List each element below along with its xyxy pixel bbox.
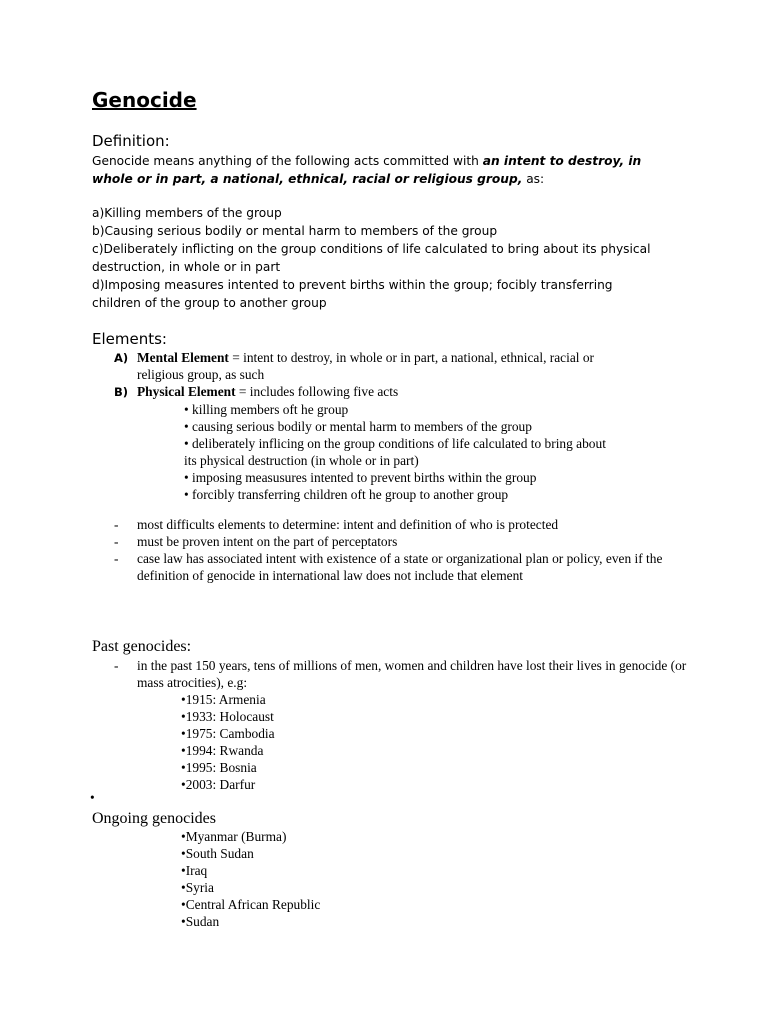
note-text: must be proven intent on the part of perceptators — [137, 534, 398, 549]
dash-marker: - — [114, 658, 119, 673]
notes-list — [114, 516, 674, 584]
dash-marker: - — [114, 517, 119, 532]
list-item: •Syria — [181, 880, 214, 895]
element-item-physical — [114, 383, 694, 401]
list-item: •1915: Armenia — [181, 692, 266, 707]
definition-act: destruction, in whole or in part — [92, 260, 281, 274]
past-genocides-heading: Past genocides: — [92, 638, 192, 655]
definition-acts-list — [92, 204, 692, 312]
list-item: •Sudan — [181, 914, 220, 929]
element-description: religious group, as such — [137, 367, 265, 382]
list-item: •1994: Rwanda — [181, 743, 264, 758]
dash-marker: - — [114, 551, 119, 566]
definition-act: children of the group to another group — [92, 296, 327, 310]
definition-emphasis: an intent to destroy, in — [482, 154, 642, 168]
element-text — [137, 383, 694, 401]
list-item: •1995: Bosnia — [181, 760, 257, 775]
physical-acts-list — [184, 401, 694, 503]
physical-act: • causing serious bodily or mental harm to members of the group — [184, 419, 532, 434]
definition-act: a)Killing members of the group — [92, 206, 282, 220]
list-marker: A) — [114, 351, 129, 365]
ongoing-genocides-list — [181, 828, 320, 930]
elements-heading: Elements: — [92, 330, 167, 348]
past-years-list — [181, 691, 694, 793]
element-label: Physical Element — [137, 384, 236, 399]
definition-heading: Definition: — [92, 132, 170, 150]
physical-act: • deliberately inflicing on the group conditions of life calculated to bring about — [184, 436, 606, 451]
definition-act: b)Causing serious bodily or mental harm to members of the group — [92, 224, 498, 238]
physical-act: • forcibly transferring children oft he group to another group — [184, 487, 509, 502]
list-item: •Central African Republic — [181, 897, 321, 912]
note-text: case law has associated intent with existence of a state or organizational plan or policy, even if the definition of genocide in international law does not include that element — [137, 551, 663, 583]
element-text — [137, 349, 694, 383]
list-item: •1933: Holocaust — [181, 709, 274, 724]
definition-line-1 — [92, 152, 672, 170]
element-description: = includes following five acts — [235, 384, 399, 399]
physical-act: • killing members oft he group — [184, 402, 349, 417]
physical-act: • imposing measusures intented to prevent births within the group — [184, 470, 537, 485]
definition-paragraph — [92, 152, 672, 188]
list-item — [114, 516, 674, 533]
element-description: = intent to destroy, in whole or in part, a national, ethnical, racial or — [228, 350, 595, 365]
list-item: •2003: Darfur — [181, 777, 256, 792]
list-item: •1975: Cambodia — [181, 726, 275, 741]
note-text: most difficults elements to determine: intent and definition of who is protected — [137, 517, 559, 532]
list-item — [114, 657, 694, 691]
definition-act: d)Imposing measures intented to prevent births within the group; focibly transferring — [92, 278, 613, 292]
element-item-mental — [114, 349, 694, 383]
definition-line-2 — [92, 170, 672, 188]
list-item — [114, 533, 674, 550]
past-genocides-list — [114, 657, 694, 793]
definition-emphasis: whole or in part, a national, ethnical, racial or religious group, — [92, 172, 523, 186]
dash-marker: - — [114, 534, 119, 549]
list-item: •South Sudan — [181, 846, 254, 861]
physical-act: its physical destruction (in whole or in part) — [184, 453, 419, 468]
list-marker: B) — [114, 385, 129, 399]
list-item: •Myanmar (Burma) — [181, 829, 287, 844]
element-label: Mental Element — [137, 350, 229, 365]
definition-act: c)Deliberately inflicting on the group conditions of life calculated to bring about its physical — [92, 242, 651, 256]
list-item: •Iraq — [181, 863, 208, 878]
definition-text: as: — [522, 172, 545, 186]
empty-bullet: • — [90, 790, 95, 805]
ongoing-genocides-heading: Ongoing genocides — [92, 810, 216, 827]
elements-list — [114, 349, 694, 503]
past-intro-text: in the past 150 years, tens of millions of men, women and children have lost their lives in genocide (or mass atrocities), e.g: — [137, 658, 687, 690]
list-item — [114, 550, 674, 584]
definition-text: Genocide means anything of the following acts committed with — [92, 154, 483, 168]
page-title: Genocide — [92, 88, 197, 112]
